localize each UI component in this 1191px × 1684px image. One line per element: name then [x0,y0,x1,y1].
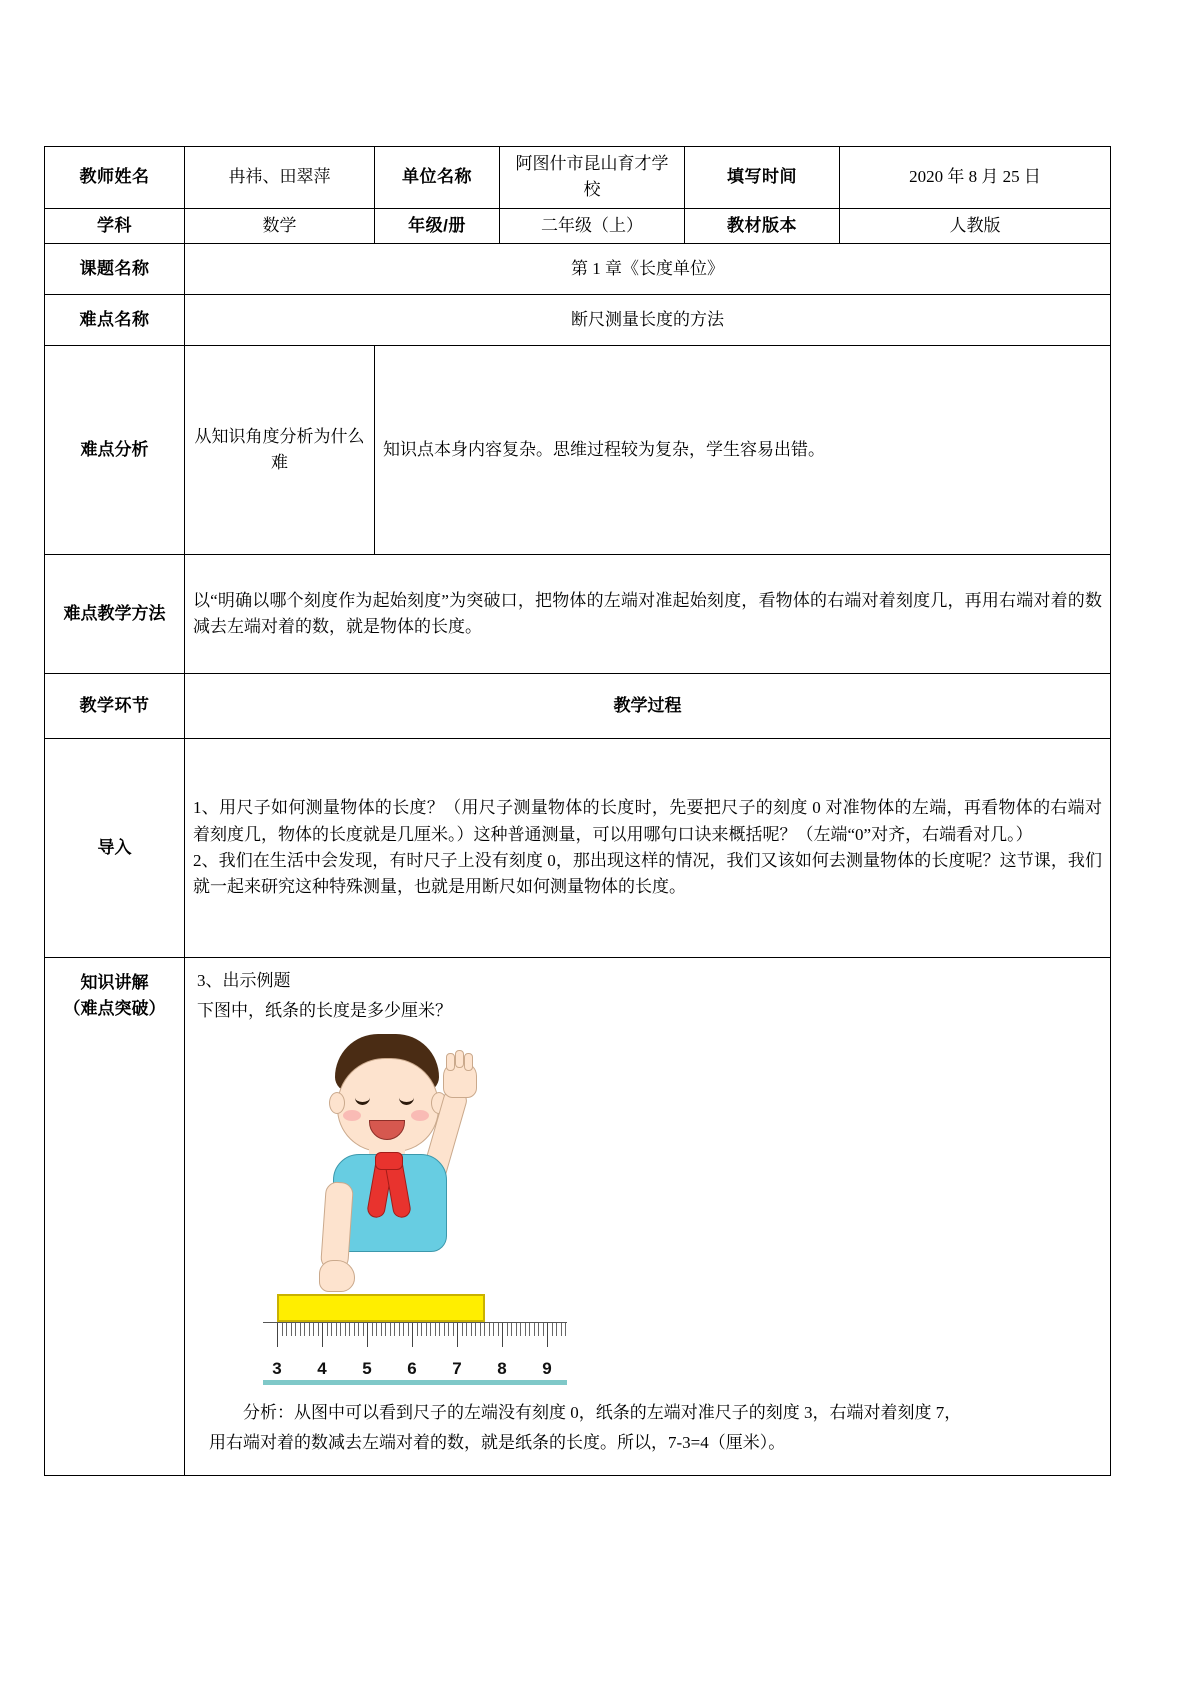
ruler-tick-minor [462,1323,463,1336]
table-row-difficulty-analysis [45,346,1111,555]
ear-left-shape [329,1092,345,1114]
value-unit-name: 阿图什市昆山育才学校 [500,147,685,209]
arm-left-shape [320,1181,354,1271]
ruler-number-9: 9 [542,1358,552,1378]
ruler-tick-minor [403,1323,404,1336]
label-topic-name: 课题名称 [45,244,185,295]
value-subject: 数学 [185,208,375,243]
ruler-number-6: 6 [407,1358,417,1378]
ruler-tick-minor [511,1323,512,1336]
ruler-tick-minor [498,1323,499,1336]
table-row-subject-info [45,208,1111,243]
finger-shape [455,1050,464,1068]
ruler-tick-minor [309,1323,310,1336]
ruler-number-5: 5 [362,1358,372,1378]
table-row-teacher-info [45,147,1111,209]
hand-raised-shape [443,1062,477,1098]
finger-shape [446,1053,455,1071]
label-unit-name: 单位名称 [375,147,500,209]
ruler-tick-minor [291,1323,292,1336]
value-teacher-name: 冉祎、田翠萍 [185,147,375,209]
hand-pointing-shape [319,1260,355,1292]
ruler-tick-minor [480,1323,481,1336]
ruler-tick-minor [300,1323,301,1336]
label-subject: 学科 [45,208,185,243]
label-teaching-method: 难点教学方法 [45,555,185,674]
label-knowledge-line1: 知识讲解 [80,973,149,993]
table-row-knowledge-explanation [45,958,1111,1476]
lesson-plan-table [44,146,1111,1476]
ruler-tick-major [547,1323,548,1347]
ruler-tick-minor [381,1323,382,1336]
ruler-tick-minor [421,1323,422,1336]
ruler-tick-minor [507,1323,508,1336]
value-fill-time: 2020 年 8 月 25 日 [840,147,1111,209]
ruler-tick-minor [286,1323,287,1336]
ruler-tick-minor [282,1323,283,1336]
ruler-tick-minor [408,1323,409,1336]
ruler-tick-minor [561,1323,562,1336]
ruler-tick-minor [529,1323,530,1336]
value-difficulty-analysis: 知识点本身内容复杂。思维过程较为复杂，学生容易出错。 [375,346,1111,555]
ruler-tick-major [457,1323,458,1347]
ruler-tick-minor [385,1323,386,1336]
table-row-introduction [45,739,1111,958]
analysis-line-2: 用右端对着的数减去左端对着的数，就是纸条的长度。所以，7-3=4（厘米）。 [209,1433,786,1453]
ruler-tick-minor [417,1323,418,1336]
table-row-process-header [45,674,1111,739]
label-teacher-name: 教师姓名 [45,147,185,209]
ruler-tick-minor [516,1323,517,1336]
label-difficulty-analysis: 难点分析 [45,346,185,555]
measurement-illustration [257,1032,597,1392]
label-teaching-process: 教学过程 [185,674,1111,739]
scarf-knot-shape [375,1152,403,1170]
ruler-tick-minor [399,1323,400,1336]
ruler-tick-minor [435,1323,436,1336]
ruler-tick-minor [453,1323,454,1336]
ruler-tick-minor [525,1323,526,1336]
ruler-tick-minor [426,1323,427,1336]
ruler-tick-minor [345,1323,346,1336]
ruler-number-labels [263,1356,593,1378]
ruler-tick-major [502,1323,503,1347]
ruler-tick-major [367,1323,368,1347]
ruler-tick-minor [556,1323,557,1336]
ruler-tick-major [322,1323,323,1347]
ruler-tick-minor [444,1323,445,1336]
ruler-tick-minor [354,1323,355,1336]
example-line-1: 3、出示例题 [197,971,291,991]
ruler-number-4: 4 [317,1358,327,1378]
analysis-line-1: 分析：从图中可以看到尺子的左端没有刻度 0，纸条的左端对准尺子的刻度 3，右端对着刻度 7， [243,1402,962,1422]
value-difficulty-name: 断尺测量长度的方法 [185,295,1111,346]
ruler-tick-minor [390,1323,391,1336]
label-textbook-version: 教材版本 [685,208,840,243]
ruler-tick-minor [336,1323,337,1336]
label-knowledge-line2: （难点突破） [63,999,166,1019]
ruler-diagram [263,1294,593,1390]
ruler-tick-minor [318,1323,319,1336]
label-knowledge-explanation [45,958,185,1476]
ruler-number-8: 8 [497,1358,507,1378]
ruler-tick-minor [376,1323,377,1336]
ruler-tick-major [412,1323,413,1347]
ruler-tick-minor [448,1323,449,1336]
ruler-tick-minor [471,1323,472,1336]
paper-strip-shape [277,1294,485,1322]
label-introduction: 导入 [45,739,185,958]
ruler-tick-minor [295,1323,296,1336]
value-teaching-method: 以“明确以哪个刻度作为起始刻度”为突破口，把物体的左端对准起始刻度，看物体的右端对着刻度几，再用右端对着的数减去左端对着的数，就是物体的长度。 [185,555,1111,674]
label-difficulty-name: 难点名称 [45,295,185,346]
ruler-tick-minor [304,1323,305,1336]
ruler-tick-minor [484,1323,485,1336]
ruler-tick-minor [520,1323,521,1336]
example-line-2: 下图中，纸条的长度是多少厘米？ [197,1000,452,1020]
table-row-difficulty-name [45,295,1111,346]
ruler-tick-minor [340,1323,341,1336]
ruler-number-7: 7 [452,1358,462,1378]
ruler-tick-minor [489,1323,490,1336]
ruler-tick-minor [466,1323,467,1336]
value-introduction [185,739,1111,958]
ruler-tick-minor [565,1323,566,1336]
table-row-topic [45,244,1111,295]
ruler-tick-minor [313,1323,314,1336]
ruler-tick-minor [358,1323,359,1336]
ruler-tick-minor [327,1323,328,1336]
ruler-tick-minor [439,1323,440,1336]
ruler-tick-major [277,1323,278,1347]
value-grade: 二年级（上） [500,208,685,243]
ruler-tick-minor [552,1323,553,1336]
ruler-tick-minor [331,1323,332,1336]
table-row-teaching-method [45,555,1111,674]
ruler-tick-minor [394,1323,395,1336]
ruler-tick-minor [363,1323,364,1336]
finger-shape [464,1053,473,1071]
ruler-tick-minor [349,1323,350,1336]
sublabel-why-difficult: 从知识角度分析为什么难 [185,346,375,555]
cheek-left-shape [343,1110,361,1121]
example-analysis [197,1396,1098,1467]
ruler-base-bar [263,1380,567,1385]
intro-paragraph-2: 2、我们在生活中会发现，有时尺子上没有刻度 0，那出现这样的情况，我们又该如何去测量物体的长度呢？这节课，我们就一起来研究这种特殊测量，也就是用断尺如何测量物体的长度。 [193,851,1102,897]
ruler-tick-minor [493,1323,494,1336]
ruler-tick-minor [430,1323,431,1336]
ruler-tick-minor [475,1323,476,1336]
value-knowledge-explanation [185,958,1111,1476]
intro-paragraph-1: 1、用尺子如何测量物体的长度？（用尺子测量物体的长度时，先要把尺子的刻度 0 对准物体的左端，再看物体的右端对着刻度几，物体的长度就是几厘米。）这种普通测量，可以用哪句口诀来概括呢？（左端“0”对齐，右端看对几。） [193,798,1102,844]
label-grade: 年级/册 [375,208,500,243]
student-figure-icon [297,1032,507,1300]
ruler-tick-minor [534,1323,535,1336]
ruler-number-3: 3 [272,1358,282,1378]
ruler-scale [263,1322,593,1356]
value-topic-name: 第 1 章《长度单位》 [185,244,1111,295]
ruler-tick-minor [372,1323,373,1336]
label-teaching-stage: 教学环节 [45,674,185,739]
cheek-right-shape [411,1110,429,1121]
value-textbook-version: 人教版 [840,208,1111,243]
ruler-tick-minor [543,1323,544,1336]
ruler-tick-minor [538,1323,539,1336]
label-fill-time: 填写时间 [685,147,840,209]
